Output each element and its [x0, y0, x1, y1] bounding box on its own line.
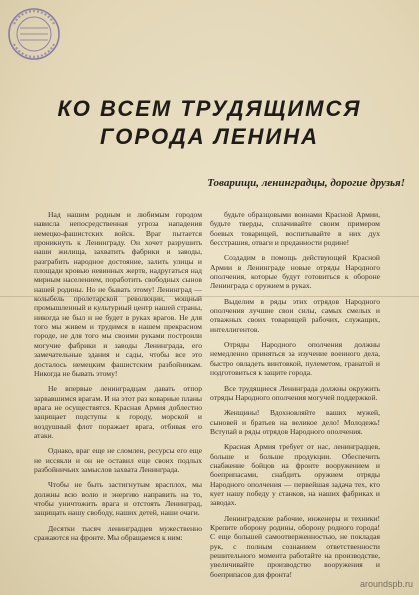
- paragraph: Ленинградские рабочие, инженеры и техники! Крепите оборону родины, оборону родного города! С еще большей самоотверженностью, не покладая рук, с полным сознанием ответственности решительного момента работайте на производстве, увеличивайте производство вооружения и боеприпасов для фронта!: [210, 513, 380, 579]
- paragraph: Отряды Народного ополчения должны немедленно приняться за изучение военного дела, быстро овладеть винтовкой, пулеметом, гранатой и подготовиться к защите города.: [210, 340, 380, 378]
- text-column-right: [210, 210, 380, 585]
- paragraph: Создадим в помощь действующей Красной Армии в Ленинграде новые отряды Народного ополчения, которые будут готовиться к обороне Ленинграда с оружием в руках.: [210, 253, 380, 291]
- paragraph: будьте образцовыми воинами Красной Армии, будьте тверды, сплачивайте своим примером боевых товарищей, воспитывайте в них дух бесстрашия, отваги и преданности родине!: [210, 210, 380, 248]
- paragraph: Десятки тысяч ленинградцев мужественно сражаются на фронте. Мы обращаемся к ним:: [34, 523, 202, 542]
- archive-stamp-icon: [6, 6, 62, 62]
- greeting: Товарищи, ленинградцы, дорогие друзья!: [207, 177, 405, 189]
- text-column-left: [34, 210, 202, 548]
- headline-line-1: КО ВСЕМ ТРУДЯЩИМСЯ: [57, 96, 362, 121]
- site-watermark: aroundspb.ru: [359, 579, 413, 589]
- paragraph: Все трудящиеся Ленинграда должны окружить отряды Народного ополчения могучей поддержкой.: [210, 383, 380, 402]
- headline-line-2: ГОРОДА ЛЕНИНА: [100, 124, 319, 149]
- paragraph: Выделим в ряды этих отрядов Народного ополчения лучшие свои силы, самых смелых и отважных своих товарищей рабочих, служащих, интеллигентов.: [210, 296, 380, 334]
- paragraph: Женщины! Вдохновляйте ваших мужей, сыновей и братьев на великое дело! Молодежь! Вступай в ряды отрядов Народного ополчения.: [210, 408, 380, 436]
- paragraph: Чтобы не быть застигнутым врасплох, мы должны всю волю и энергию направить на то, чтобы уничтожить врага и отстоять Ленинград, защищать нашу свободу, наших детей, наши очаги.: [34, 480, 202, 518]
- paragraph: Красная Армия требует от нас, ленинградцев, больше и больше продукции. Обеспечить снабжение бойцов на фронте вооружением и боеприпасами, снабдить оружием отряды Народного ополчения — первейшая задача тех, кто кует нашу победу у станков, на наших фабриках и заводах.: [210, 442, 380, 508]
- paragraph: Однако, враг еще не сломлен, ресурсы его еще не иссякли и он не оставил еще своих подлых разбойничьих замыслов захвата Ленинграда.: [34, 446, 202, 474]
- paragraph: Над нашим родным и любимым городом нависла непосредственная угроза нападения немецко-фашистских войск. Враг пытается проникнуть к Ленинграду. Он хочет разрушить наши жилища, захватить фабрики и заводы, разграбить народное достояние, залить улицы и площади кровью невинных жертв, надругаться над мирным населением, поработить свободных сынов нашей родины. Но не бывать этому! Ленинград — колыбель пролетарской революции, мощный промышленный и культурный центр нашей страны, никогда не был и не будет в руках врагов. Не для того мы живем и трудимся в нашем прекрасном городе, не для того мы своими руками построили могучие фабрики и заводы Ленинграда, его замечательные здания и сады, чтобы все это досталось немецким фашистским разбойникам. Никогда не бывать этому!: [34, 210, 202, 378]
- paragraph: Не впервые ленинградцам давать отпор зарвавшимся врагам. И на этот раз коварные планы врага не осуществятся. Красная Армия доблестно защищает подступы к городу, морской и воздушный флот поражает врага, отбивая его атаки.: [34, 384, 202, 440]
